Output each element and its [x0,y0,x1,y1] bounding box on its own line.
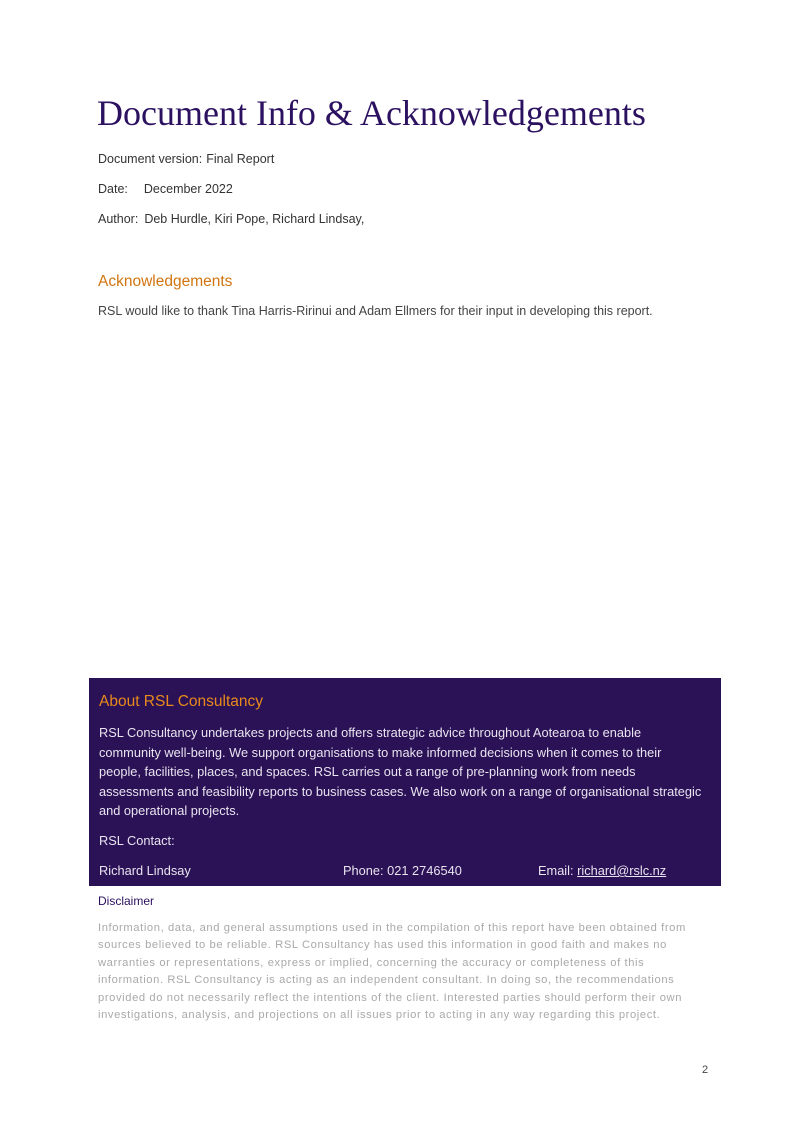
contact-name: Richard Lindsay [99,863,191,878]
date-value: December 2022 [143,182,233,196]
email-link[interactable]: richard@rslc.nz [577,863,667,878]
author-row [98,212,364,226]
acknowledgements-text: RSL would like to thank Tina Harris-Ririnui and Adam Ellmers for their input in developing this report. [98,304,653,318]
document-version-label: Document version: [98,152,203,166]
disclaimer-heading: Disclaimer [98,894,155,908]
disclaimer-text: Information, data, and general assumptions used in the compilation of this report have been obtained from sources believed to be reliable. RSL Consultancy has used this information in good faith and makes no warranties or representations, express or implied, concerning the accuracy or completeness of this information. RSL Consultancy is acting as an independent consultant. In doing so, the recommendations provided do not necessarily reflect the intentions of the client. Interested parties should perform their own investigations, analysis, and projections on all issues prior to acting in any way regarding this project. [98,922,686,1022]
date-row [98,182,233,196]
date-label: Date: [98,182,128,196]
acknowledgements-heading: Acknowledgements [98,273,233,290]
author-value: Deb Hurdle, Kiri Pope, Richard Lindsay, [144,212,365,226]
email-label: Email: [538,863,578,878]
about-heading: About RSL Consultancy [99,693,263,710]
about-body: RSL Consultancy undertakes projects and offers strategic advice throughout Aotearoa to enable community well-being. We support organisations to make informed decisions when it comes to their people, facilities, places, and spaces. RSL carries out a range of pre-planning work from needs assessments and feasibility reports to business cases. We also work on a range of organisational strategic and operational projects. [99,725,702,819]
page-title: Document Info & Acknowledgements [97,93,646,133]
contact-email-row [538,863,666,878]
document-version-value: Final Report [206,152,275,166]
about-rsl-box [89,678,721,886]
contact-label: RSL Contact: [99,833,175,848]
page-number: 2 [702,1064,709,1076]
contact-phone: Phone: 021 2746540 [343,863,462,878]
document-version-row [98,152,274,166]
author-label: Author: [98,212,139,226]
